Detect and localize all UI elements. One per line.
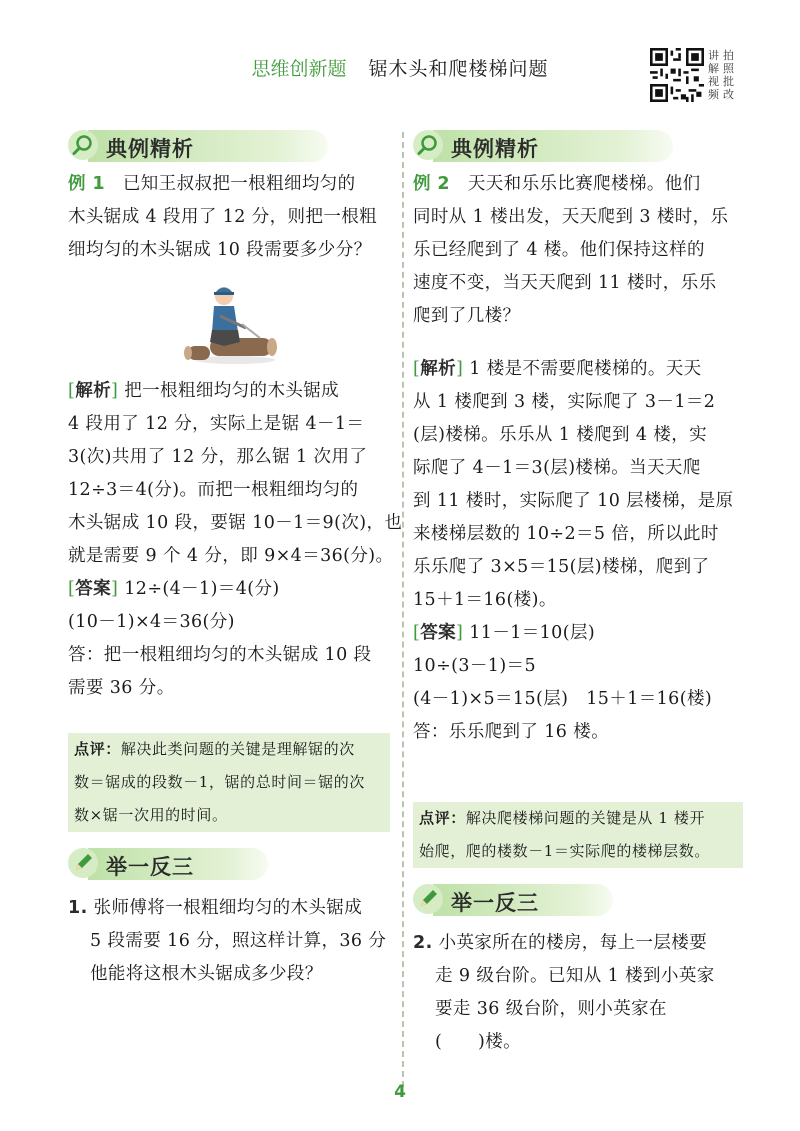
- example-label: 例 2: [413, 174, 450, 194]
- example-1: [68, 168, 377, 267]
- analysis-line: 12÷3＝4(分)。而把一根粗细均匀的: [68, 480, 359, 500]
- analysis-line: 来楼梯层数的 10÷2＝5 倍，所以此时: [413, 524, 719, 544]
- left-section-header: [68, 130, 328, 162]
- pencil-icon: [413, 884, 443, 914]
- practice-line: 张师傅将一根粗细均匀的木头锯成: [93, 898, 363, 918]
- qr-caption-char: 解: [708, 62, 719, 75]
- qr-caption: [706, 49, 736, 101]
- left-practice-header: [68, 848, 268, 880]
- analysis-2: [413, 353, 734, 749]
- analysis-tag: [解析]: [68, 381, 119, 401]
- magnifier-icon: [413, 130, 443, 160]
- example-line: 已知王叔叔把一根粗细均匀的: [122, 174, 356, 194]
- section-title: 举一反三: [451, 891, 539, 915]
- comment-line: 数＝锯成的段数－1，锯的总时间＝锯的次: [74, 773, 365, 791]
- example-2: [413, 168, 728, 333]
- comment-line: 数×锯一次用的时间。: [74, 806, 228, 824]
- answer-tag: [答案]: [413, 623, 464, 643]
- analysis-line: 木头锯成 10 段，要锯 10－1＝9(次)，也: [68, 513, 403, 533]
- practice-line: 他能将这根木头锯成多少段？: [90, 964, 323, 984]
- answer-tag: [答案]: [68, 579, 119, 599]
- analysis-line: 把一根粗细均匀的木头锯成: [124, 381, 340, 401]
- comment-box-1: [68, 733, 390, 832]
- header-title: 锯木头和爬楼梯问题: [368, 58, 549, 80]
- example-line: 木头锯成 4 段用了 12 分，则把一根粗: [68, 207, 378, 227]
- answer-line: (10－1)×4＝36(分): [68, 612, 235, 632]
- practice-line: 小英家所在的楼房，每上一层楼要: [438, 933, 708, 953]
- practice-line: 5 段需要 16 分，照这样计算，36 分: [90, 931, 387, 951]
- example-line: 同时从 1 楼出发，天天爬到 3 楼时，乐: [413, 207, 729, 227]
- qr-caption-char: 频: [708, 88, 719, 101]
- example-line: 速度不变，当天天爬到 11 楼时，乐乐: [413, 273, 717, 293]
- qr-caption-char: 批: [723, 75, 734, 88]
- answer-line: 答：把一根粗细均匀的木头锯成 10 段: [68, 645, 372, 665]
- example-line: 细均匀的木头锯成 10 段需要多少分？: [68, 240, 372, 260]
- practice-line: 走 9 级台阶。已知从 1 楼到小英家: [435, 966, 715, 986]
- analysis-line: 就是需要 9 个 4 分，即 9×4＝36(分)。: [68, 546, 394, 566]
- analysis-line: 15＋1＝16(楼)。: [413, 590, 557, 610]
- comment-label: 点评：: [74, 740, 121, 758]
- qr-caption-char: 讲: [708, 49, 719, 62]
- analysis-line: 到 11 楼时，实际爬了 10 层楼梯，是原: [413, 491, 734, 511]
- example-line: 爬到了几楼？: [413, 306, 521, 326]
- practice-2: [413, 927, 715, 1059]
- answer-line: 11－1＝10(层): [469, 623, 596, 643]
- right-practice-header: [413, 884, 613, 916]
- analysis-line: (层)楼梯。乐乐从 1 楼爬到 4 楼，实: [413, 425, 708, 445]
- answer-line: 需要 36 分。: [68, 678, 175, 698]
- analysis-line: 3(次)共用了 12 分，那么锯 1 次用了: [68, 447, 368, 467]
- comment-box-2: [413, 802, 743, 868]
- qr-caption-char: 照: [723, 62, 734, 75]
- comment-line: 解决爬楼梯问题的关键是从 1 楼开: [465, 809, 706, 827]
- comment-line: 解决此类问题的关键是理解锯的次: [120, 740, 355, 758]
- analysis-tag: [解析]: [413, 359, 464, 379]
- answer-line: 答：乐乐爬到了 16 楼。: [413, 722, 610, 742]
- analysis-line: 4 段用了 12 分，实际上是锯 4－1＝: [68, 414, 365, 434]
- answer-line: 12÷(4－1)＝4(分): [124, 579, 280, 599]
- qr-caption-char: 改: [723, 88, 734, 101]
- practice-line: 要走 36 级台阶，则小英家在: [435, 999, 667, 1019]
- magnifier-icon: [68, 130, 98, 160]
- pencil-icon: [68, 848, 98, 878]
- example-label: 例 1: [68, 174, 105, 194]
- analysis-line: 乐乐爬了 3×5＝15(层)楼梯，爬到了: [413, 557, 710, 577]
- comment-label: 点评：: [419, 809, 466, 827]
- right-section-header: [413, 130, 673, 162]
- practice-line: ( )楼。: [435, 1032, 522, 1052]
- qr-code[interactable]: [650, 48, 704, 102]
- section-title: 举一反三: [106, 855, 194, 879]
- header-category: 思维创新题: [251, 58, 347, 80]
- page-number: 4: [394, 1082, 406, 1102]
- practice-number: 2.: [413, 933, 433, 953]
- analysis-line: 1 楼是不需要爬楼梯的。天天: [469, 359, 702, 379]
- analysis-1: [68, 375, 402, 705]
- column-divider: [402, 132, 404, 1087]
- example-line: 天天和乐乐比赛爬楼梯。他们: [467, 174, 701, 194]
- qr-caption-char: 视: [708, 75, 719, 88]
- section-title: 典例精析: [451, 137, 539, 161]
- practice-1: [68, 892, 386, 991]
- answer-line: 10÷(3－1)＝5: [413, 656, 536, 676]
- qr-caption-char: 拍: [723, 49, 734, 62]
- section-title: 典例精析: [106, 137, 194, 161]
- analysis-line: 际爬了 4－1＝3(层)楼梯。当天天爬: [413, 458, 701, 478]
- analysis-line: 从 1 楼爬到 3 楼，实际爬了 3－1＝2: [413, 392, 716, 412]
- comment-line: 始爬，爬的楼数－1＝实际爬的楼梯层数。: [419, 842, 710, 860]
- answer-line: (4－1)×5＝15(层) 15＋1＝16(楼): [413, 689, 713, 709]
- example-line: 乐已经爬到了 4 楼。他们保持这样的: [413, 240, 705, 260]
- practice-number: 1.: [68, 898, 88, 918]
- sawing-worker-illustration: [180, 280, 280, 366]
